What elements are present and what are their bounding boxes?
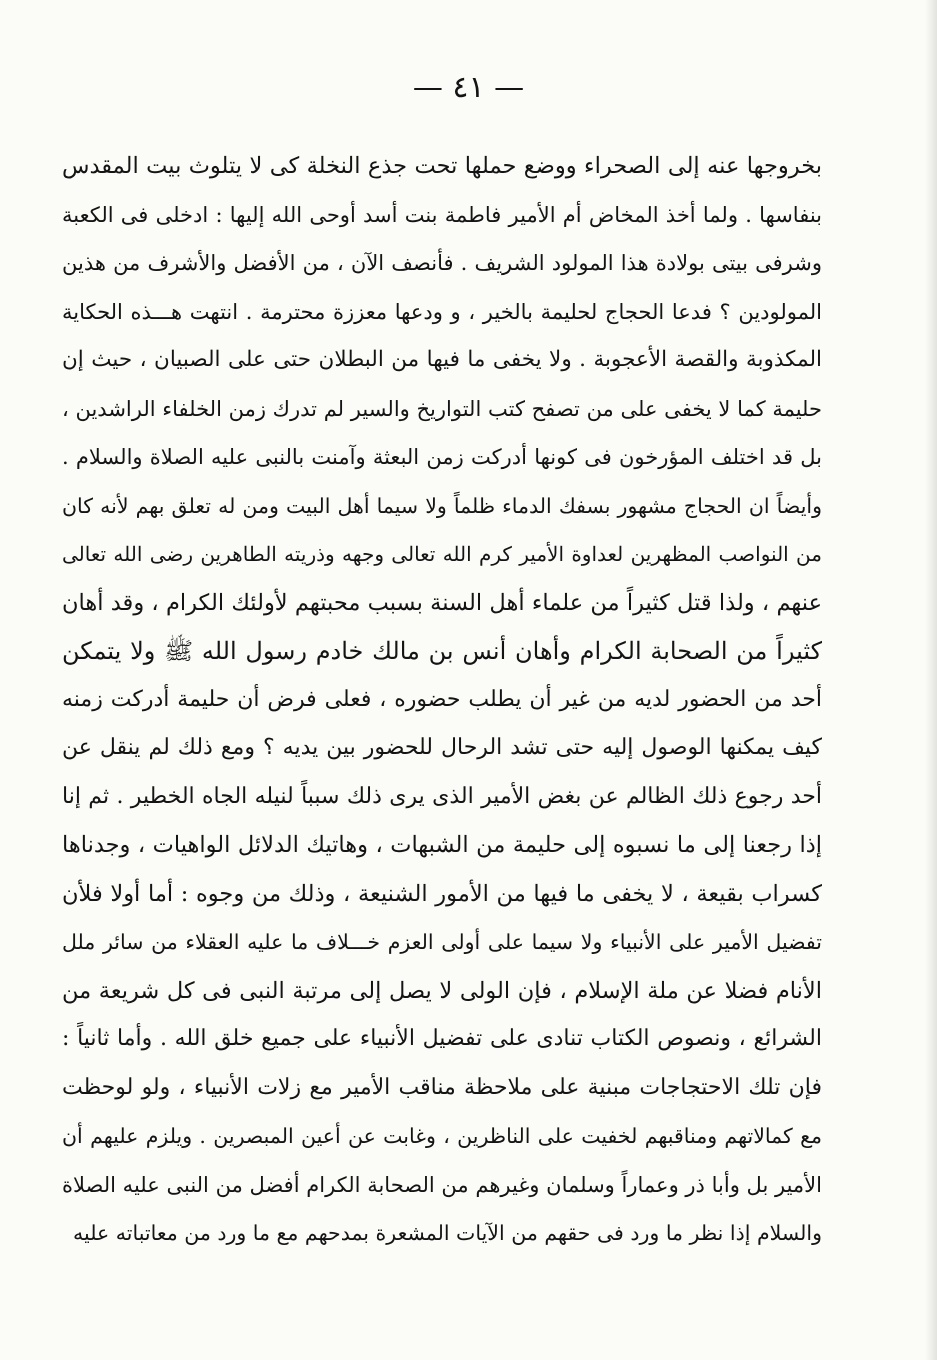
text-line: تفضيل الأمير على الأنبياء ولا سيما على أولى العزم خـــلاف ما عليه العقلاء من سائر ملل [62,930,822,954]
text-line: والسلام إذا نظر ما ورد فى حقهم من الآيات المشعرة بمدحهم مع ما ورد من معاتباته عليه [73,1221,822,1245]
text-line: بخروجها عنه إلى الصحراء ووضع حملها تحت جذع النخلة كى لا يتلوث بيت المقدس [62,153,822,179]
text-line: بنفاسها . ولما أخذ المخاض أم الأمير فاطمة بنت أسد أوحى الله إليها : ادخلى فى الكعبة [62,202,822,227]
text-line: كيف يمكنها الوصول إليه حتى تشد الرحال للحضور بين يديه ؟ ومع ذلك لم ينقل عن [62,735,822,760]
text-line: الأنام فضلا عن ملة الإسلام ، فإن الولى لا يصل إلى مرتبة النبى فى كل شريعة من [62,977,822,1004]
text-line: مع كمالاتهم ومناقبهم لخفيت على الناظرين ، وغابت عن أعين المبصرين . ويلزم عليهم أن [62,1124,822,1148]
text-line: كثيراً من الصحابة الكرام وأهان أنس بن مالك خادم رسول الله ﷺ ولا يتمكن [62,637,822,665]
text-line: كسراب بقيعة ، لا يخفى ما فيها من الأمور الشنيعة ، وذلك من وجوه : أما أولا فلأن [62,880,822,907]
text-line: عنهم ، ولذا قتل كثيراً من علماء أهل السنة بسبب محبتهم لأولئك الكرام ، وقد أهان [62,589,822,616]
text-line: وشرفى بيتى بولادة هذا المولود الشريف . فأنصف الآن ، من الأفضل والأشرف من هذين [62,251,822,275]
text-line: فإن تلك الاحتجاجات مبنية على ملاحظة مناقب الأمير مع زلات الأنبياء ، ولو لوحظت [62,1074,822,1100]
text-line: بل قد اختلف المؤرخون فى كونها أدركت زمن البعثة وآمنت بالنبى عليه الصلاة والسلام . [62,445,822,469]
page-edge-shadow [925,0,937,1360]
text-line: المولودين ؟ فدعا الحجاج لحليمة بالخير ، و ودعها معززة محترمة . انتهت هـــذه الحكاية [62,299,822,324]
page-number: — ٤١ — [412,70,525,105]
text-line: الشرائع ، ونصوص الكتاب تنادى على تفضيل الأنبياء على جميع خلق الله . وأما ثانياً : [62,1026,822,1051]
text-line: أحد من الحضور لديه من غير أن يطلب حضوره ، فعلى فرض أن حليمة أدركت زمنه [62,686,822,712]
text-line: المكذوبة والقصة الأعجوبة . ولا يخفى ما فيها من البطلان حتى على الصبيان ، حيث إن [62,347,822,372]
text-line: إذا رجعنا إلى ما نسبوه إلى حليمة من الشبهات ، وهاتيك الدلائل الواهيات ، وجدناها [62,832,822,858]
text-line: حليمة كما لا يخفى على من تصفح كتب التواريخ والسير لم تدرك زمن الخلفاء الراشدين ، [62,396,822,421]
text-line: وأيضاً ان الحجاج مشهور بسفك الدماء ظلماً ولا سيما أهل البيت ومن له تعلق بهم لأنه كان [62,493,822,518]
text-line: الأمير بل وأبا ذر وعماراً وسلمان وغيرهم من الصحابة الكرام أفضل من النبى عليه الصلاة [62,1172,822,1197]
body-text [62,142,822,1258]
text-line: أحد رجوع ذلك الظالم عن بغض الأمير الذى يرى ذلك سبباً لنيله الجاه الخطير . ثم إنا [62,783,822,809]
text-line: من النواصب المظهرين لعداوة الأمير كرم الله تعالى وجهه وذريته الطاهرين رضى الله تعالى [62,542,822,566]
